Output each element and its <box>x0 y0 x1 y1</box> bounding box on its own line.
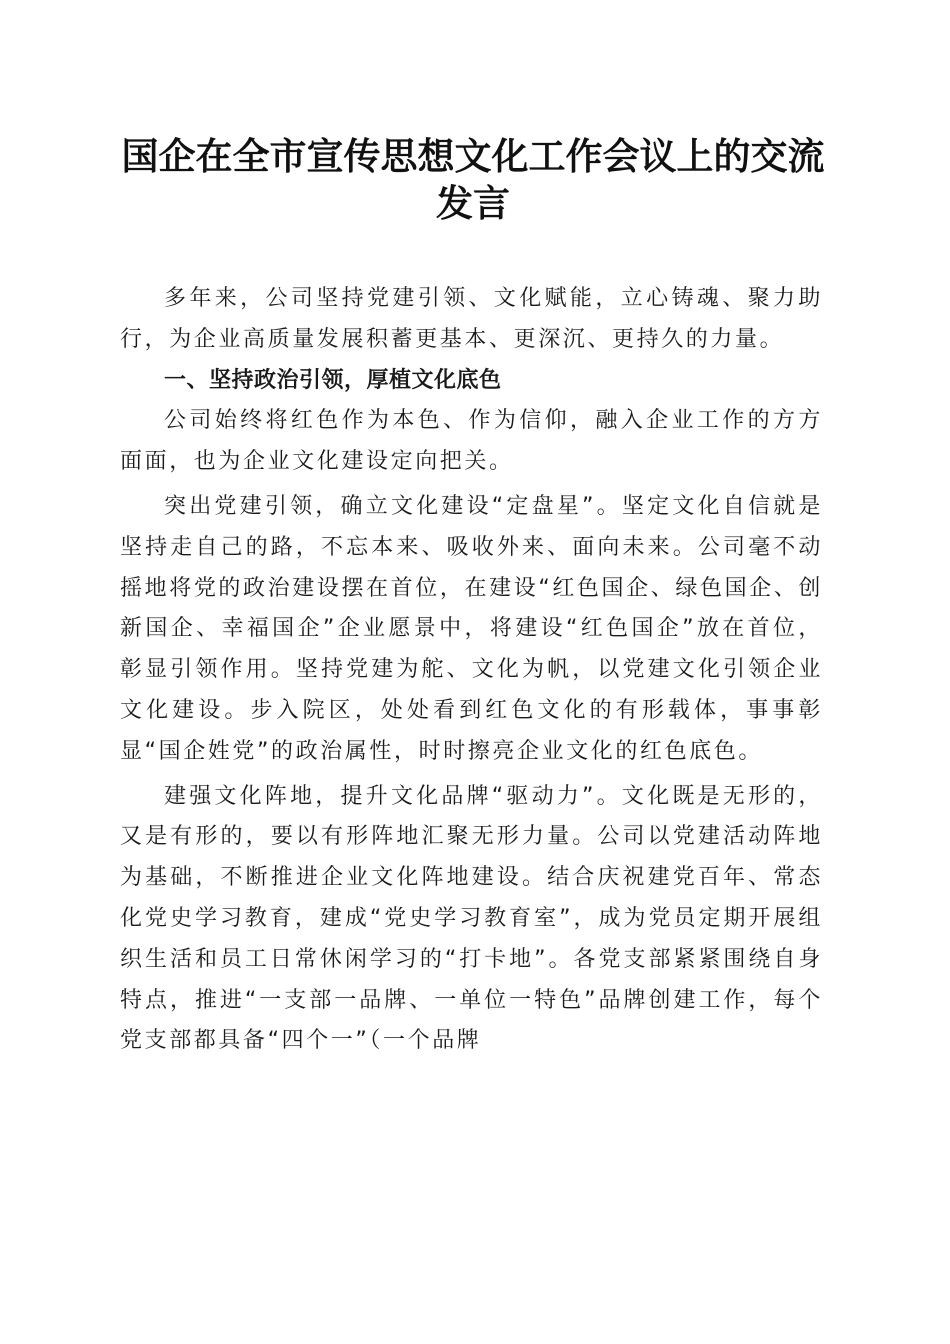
document-title: 国企在全市宣传思想文化工作会议上的交流发言 <box>121 134 825 225</box>
culture-position-paragraph: 建强文化阵地，提升文化品牌“驱动力”。文化既是无形的，又是有形的，要以有形阵地汇聚无形力量。公司以党建活动阵地为基础，不断推进企业文化阵地建设。结合庆祝建党百年、常态化党史学习教育，建成“党史学习教育室”，成为党员定期开展组织生活和员工日常休闲学习的“打卡地”。各党支部紧紧围绕自身特点，推进“一支部一品牌、一单位一特色”品牌创建工作，每个党支部都具备“四个一”（一个品牌 <box>120 783 823 1054</box>
section-heading-1: 一、坚持政治引领，厚植文化底色 <box>164 367 502 393</box>
intro-paragraph: 多年来，公司坚持党建引领、文化赋能，立心铸魂、聚力助行，为企业高质量发展积蓄更基本、更深沉、更持久的力量。 <box>120 286 823 352</box>
section-1-intro-paragraph: 公司始终将红色作为本色、作为信仰，融入企业工作的方方面面，也为企业文化建设定向把关。 <box>120 408 823 475</box>
party-leadership-paragraph: 突出党建引领，确立文化建设“定盘星”。坚定文化自信就是坚持走自己的路，不忘本来、吸收外来、面向未来。公司毫不动摇地将党的政治建设摆在首位，在建设“红色国企、绿色国企、创新国企、幸福国企”企业愿景中，将建设“红色国企”放在首位，彰显引领作用。坚持党建为舵、文化为帆，以党建文化引领企业文化建设。步入院区，处处看到红色文化的有形载体，事事彰显“国企姓党”的政治属性，时时擦亮企业文化的红色底色。 <box>120 493 823 764</box>
document-body <box>120 279 823 1062</box>
